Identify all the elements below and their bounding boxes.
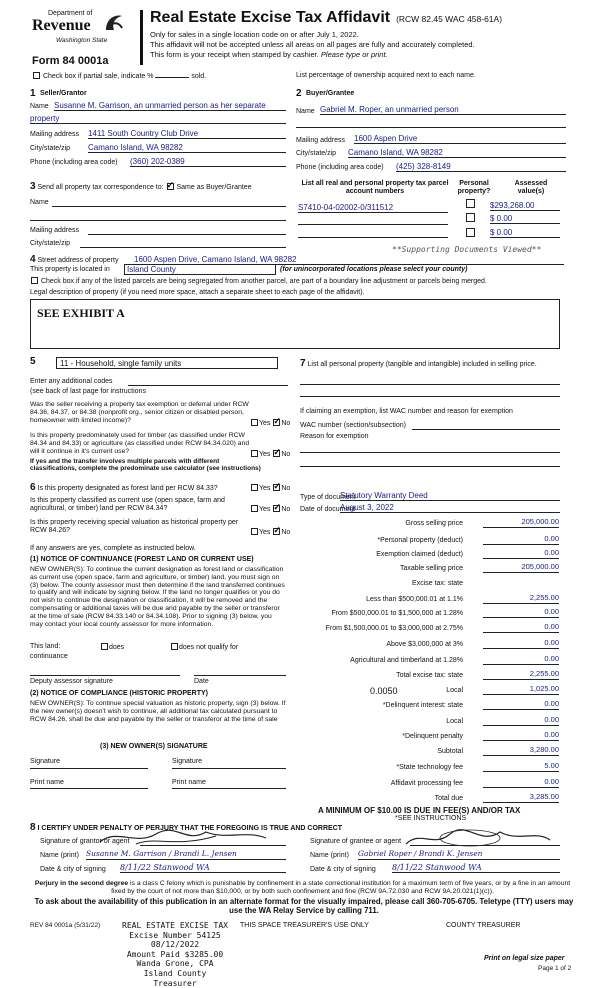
excise-state-label: Excise tax: state — [412, 580, 463, 587]
additional-codes-field[interactable] — [128, 385, 288, 386]
delinquent-interest-label: *Delinquent interest: state — [382, 702, 463, 709]
tier2-value[interactable]: 0.00 — [483, 608, 559, 618]
seller-city-field[interactable]: Camano Island, WA 98282 — [88, 143, 286, 153]
street-row — [30, 254, 118, 266]
corr-address-label: Mailing address — [30, 227, 80, 234]
historic-yes-label: Yes — [259, 529, 271, 536]
seller-phone-label: Phone (including area code) — [30, 159, 118, 166]
located-in-label: This property is located in — [30, 266, 110, 273]
timber-yes-label: Yes — [259, 451, 271, 458]
seller-section-number: 1 — [30, 88, 36, 99]
processing-fee-value[interactable]: 0.00 — [483, 778, 559, 788]
exemption-yes-no — [250, 419, 290, 428]
seller-address-field[interactable]: 1411 South Country Club Drive — [88, 129, 286, 139]
wac-number-label: WAC number (section/subsection) — [300, 422, 406, 429]
buyer-phone-label: Phone (including area code) — [296, 164, 384, 171]
tier2-label: From $500,000.01 to $1,500,000 at 1.28% — [331, 610, 463, 617]
header-subtitle-3 — [150, 51, 388, 60]
grantee-date-field[interactable]: 8/11/22 Stanwood WA — [392, 863, 560, 873]
continuance-label: continuance — [30, 653, 68, 660]
exemption-yes-checkbox[interactable] — [251, 419, 258, 426]
forest-question: Is this property designated as forest land per RCW 84.33? — [37, 485, 218, 492]
owner-print-label-2: Print name — [172, 779, 206, 786]
assessed-value-3[interactable]: $ 0.00 — [490, 228, 560, 238]
doc-type-field[interactable]: Statutory Warranty Deed — [340, 491, 560, 501]
use-section-number: 5 — [30, 356, 36, 367]
current-use-yes-no — [250, 505, 290, 514]
doc-date-label: Date of document — [300, 506, 356, 513]
total-excise-value[interactable]: 2,255.00 — [483, 670, 559, 680]
assessed-value-1[interactable]: $293,268.00 — [490, 201, 560, 211]
parcel-number-1[interactable]: S7410-04-02002-0/311512 — [298, 203, 448, 213]
corr-city-field[interactable] — [80, 247, 286, 248]
s6-instruction: If any answers are yes, complete as instructed below. — [30, 545, 196, 552]
current-use-question: Is this property classified as current use (open space, farm and agricultural, or timber) land per RCW 84.34? — [30, 497, 225, 513]
grantor-name-label: Name (print) — [40, 852, 79, 859]
delinquent-penalty-value[interactable]: 0.00 — [483, 731, 559, 741]
parcel-col-header: List all real and personal property tax parcel account numbers — [301, 180, 449, 196]
ownership-pct-note: List percentage of ownership acquired next to each name. — [296, 72, 476, 79]
see-instructions-note: *SEE INSTRUCTIONS — [395, 815, 467, 822]
dept-label: Department of — [48, 10, 93, 17]
exemption-no-label: No — [281, 420, 291, 427]
personal-property-deduct-value[interactable]: 0.00 — [483, 535, 559, 545]
legal-description-box[interactable] — [30, 299, 560, 349]
new-owner-sig-title: (3) NEW OWNER(S) SIGNATURE — [100, 743, 208, 750]
owner-print-label-1: Print name — [30, 779, 64, 786]
current-use-no-checkbox[interactable] — [273, 505, 280, 512]
forest-row — [30, 482, 218, 494]
personal-property-row — [300, 358, 560, 370]
seller-name-field[interactable]: Susanne M. Garrison, an unmarried person as her separate — [54, 101, 286, 111]
total-due-label: Total due — [434, 795, 463, 802]
buyer-city-label: City/state/zip — [296, 150, 337, 157]
total-due-value[interactable]: 3,285.00 — [483, 793, 559, 803]
header-subtitle-2: This affidavit will not be accepted unless all areas on all pages are fully and accurately completed. — [150, 40, 475, 49]
correspondence-row — [30, 181, 252, 193]
historic-no-label: No — [281, 529, 291, 536]
reason-label: Reason for exemption — [300, 433, 369, 440]
notice-compliance-title: (2) NOTICE OF COMPLIANCE (HISTORIC PROPERTY) — [30, 690, 208, 697]
gross-price-value[interactable]: 205,000.00 — [483, 518, 559, 528]
buyer-name-field[interactable]: Gabriel M. Roper, an unmarried person — [320, 105, 566, 115]
agricultural-value[interactable]: 0.00 — [483, 655, 559, 665]
taxable-price-value[interactable]: 205,000.00 — [483, 563, 559, 573]
personal-property-checkbox-3[interactable] — [466, 228, 475, 237]
county-treasurer-label: COUNTY TREASURER — [446, 922, 521, 929]
forest-yes-no — [250, 484, 290, 493]
deputy-sig-field[interactable] — [30, 675, 180, 676]
corr-name-field[interactable] — [52, 206, 286, 207]
buyer-section-title: Buyer/Grantee — [306, 90, 355, 97]
buyer-address-field[interactable]: 1600 Aspen Drive — [354, 134, 566, 144]
legal-size-note: Print on legal size paper — [484, 955, 565, 962]
stamp-line-2: Excise Number 54125 — [129, 930, 221, 940]
legal-description-label: Legal description of property (if you need more space, attach a separate sheet to each page of the affidavit). — [30, 289, 365, 296]
delinquent-interest-value[interactable]: 0.00 — [483, 700, 559, 710]
reason-field-1[interactable] — [300, 452, 560, 453]
grantor-signature-scribble — [96, 826, 286, 848]
local-tax-label: Local — [446, 687, 463, 694]
segregation-label: Check box if any of the listed parcels are being segregated from another parcel, are part of a boundary line adjustment or parcels being merged. — [40, 278, 487, 285]
parcel-number-2[interactable] — [298, 215, 448, 225]
subtotal-value[interactable]: 3,280.00 — [483, 746, 559, 756]
notice-compliance-text: NEW OWNER(S): To continue special valuation as historic property, sign (3) below. If the new owner(s) doesn't wish to continue, all additional tax calculated pursuant to RCW 84.26, shall be due and payable by the seller or transferor at the time of sale — [30, 700, 286, 723]
delinquent-penalty-label: *Delinquent penalty — [402, 733, 463, 740]
additional-codes-note: (see back of last page for instructions — [30, 388, 146, 395]
street-label: Street address of property — [37, 257, 119, 264]
doc-date-field[interactable]: August 3, 2022 — [340, 503, 560, 513]
personal-property-col-header: Personal property? — [457, 180, 491, 196]
personal-property-label: List all personal property (tangible and intangible) included in selling price. — [307, 361, 537, 368]
local-tax-value[interactable]: 1,025.00 — [483, 685, 559, 695]
historic-question: Is this property receiving special valuation as historical property per RCW 84.26? — [30, 519, 239, 535]
timber-question: Is this property predominately used for timber (as classified under RCW 84.34 and 84.33) or agriculture (as classified under RCW 84.34.020) and will it continue in it's current use? — [30, 432, 250, 455]
legal-description-text: SEE EXHIBIT A — [37, 306, 125, 320]
county-select[interactable]: Island County — [124, 264, 276, 275]
corr-city-label: City/state/zip — [30, 240, 71, 247]
corr-name-field-2[interactable] — [30, 220, 286, 221]
processing-fee-label: Affidavit processing fee — [390, 780, 463, 787]
deputy-sig-label: Deputy assessor signature — [30, 678, 113, 685]
assessed-value-2[interactable]: $ 0.00 — [490, 214, 560, 224]
grantee-sig-label: Signature of grantee or agent — [310, 838, 402, 845]
partial-sale-row — [32, 72, 206, 81]
grantee-name-label: Name (print) — [310, 852, 349, 859]
form-title — [150, 9, 502, 27]
deputy-date-field[interactable] — [194, 675, 286, 676]
exemption-yes-label: Yes — [259, 420, 271, 427]
parcel-number-3[interactable] — [298, 228, 448, 238]
total-excise-label: Total excise tax: state — [396, 672, 463, 679]
historic-no-checkbox[interactable] — [273, 528, 280, 535]
timber-yes-checkbox[interactable] — [251, 450, 258, 457]
revenue-wordmark: Revenue — [32, 17, 91, 34]
grantor-sig-label: Signature of grantor or agent — [40, 838, 130, 845]
perjury-text: is a class C felony which is punishable by confinement in a state correctional institution for a maximum term of five years, or by a fine in an amount fixed by the court of not more than $10,000, or by both such confinement and fine (RCW 9A.72.030 and RCW 9A.20.021(1)(c)). — [111, 880, 571, 895]
seller-section-title: Seller/Grantor — [40, 90, 87, 97]
partial-sale-checkbox[interactable] — [33, 72, 40, 79]
receipt-note: This form is your receipt when stamped by cashier. — [150, 50, 319, 59]
delinquent-local-value[interactable]: 0.00 — [483, 716, 559, 726]
current-use-no-label: No — [281, 506, 291, 513]
exemption-wac-label: If claiming an exemption, list WAC number and reason for exemption — [300, 408, 513, 415]
notice-continuance-text: NEW OWNER(S): To continue the current designation as forest land or classification as current use (open space, farm and agriculture, or timber) land, you must sign on (3) below. The county assessor must then determine if the land transferred continues to qualify and will indicate by signing below. If the land no longer qualifies or you do not wish to continue the designation or classification, it will be removed and the compensating or additional taxes will be due and payable by the seller or transferor at the time of sale (RCW 84.33.140 or 84.34.108). Prior to signing (3) below, you may contact your local county assessor for more information. — [30, 566, 285, 628]
additional-codes-label: Enter any additional codes — [30, 378, 113, 385]
seller-name-label: Name — [30, 103, 49, 110]
forest-yes-checkbox[interactable] — [251, 484, 258, 491]
partial-sale-label: Check box if partial sale, indicate % — [42, 73, 154, 80]
form-number: Form 84 0001a — [32, 55, 109, 67]
wa-state-label: Washington State — [56, 37, 108, 44]
owner-sig-field-1[interactable] — [30, 768, 148, 769]
perjury-bold: Perjury in the second degree — [34, 880, 129, 887]
grantor-name-field[interactable]: Susanne M. Garrison / Brandi L. Jensen — [86, 850, 286, 860]
tier3-value[interactable]: 0.00 — [483, 623, 559, 633]
does-label: does — [109, 644, 125, 651]
stamp-line-5: Wanda Grone, CPA — [136, 959, 214, 969]
wac-number-field[interactable] — [412, 429, 560, 430]
subtotal-label: Subtotal — [437, 748, 463, 755]
buyer-name-label: Name — [296, 108, 315, 115]
s6-number: 6 — [30, 482, 36, 493]
notice-continuance-title: (1) NOTICE OF CONTINUANCE (FOREST LAND OR CURRENT USE) — [30, 556, 254, 563]
minimum-due-note: A MINIMUM OF $10.00 IS DUE IN FEE(S) AND/OR TAX — [318, 806, 521, 815]
tier1-label: Less than $500,000.01 at 1.1% — [366, 596, 463, 603]
revenue-swirl-icon — [102, 12, 124, 34]
owner-sig-label-2: Signature — [172, 758, 202, 765]
stamp-line-4: Amount Paid $3285.00 — [126, 949, 224, 959]
header-divider — [140, 10, 143, 65]
buyer-city-field[interactable]: Camano Island, WA 98282 — [348, 148, 566, 158]
doc-type-label: Type of document — [300, 494, 356, 501]
personal-property-deduct-label: *Personal property (deduct) — [377, 537, 463, 544]
deputy-date-label: Date — [194, 678, 209, 685]
exemption-deduct-value[interactable]: 0.00 — [483, 549, 559, 559]
does-not-checkbox[interactable] — [171, 643, 178, 650]
tier4-label: Above $3,000,000 at 3% — [386, 641, 463, 648]
current-use-yes-label: Yes — [259, 506, 271, 513]
partial-sale-sold-label: sold. — [191, 73, 207, 80]
exemption-question: Was the seller receiving a property tax exemption or deferral under RCW 84.36, 84.37, or 84.38 (nonprofit org., senior citizen or disabled person, homeowner with limited income)? — [30, 401, 249, 424]
segregation-checkbox[interactable] — [31, 277, 38, 284]
corr-name-label: Name — [30, 199, 49, 206]
timber-yes-no — [250, 450, 290, 459]
same-as-buyer-checkbox[interactable] — [167, 183, 174, 190]
grantor-date-field[interactable]: 8/11/22 Stanwood WA — [120, 863, 286, 873]
forest-no-checkbox[interactable] — [273, 484, 280, 491]
tech-fee-label: *State technology fee — [396, 764, 463, 771]
seller-name-field-2[interactable]: property — [30, 114, 286, 124]
taxable-price-label: Taxable selling price — [399, 565, 463, 572]
stamp-line-6: Island County Treasurer — [143, 968, 207, 988]
stamp-line-3: 08/12/2022 — [150, 940, 200, 950]
seller-city-label: City/state/zip — [30, 145, 71, 152]
does-not-label: does not qualify for — [179, 644, 239, 651]
timber-no-label: No — [281, 451, 291, 458]
exemption-deduct-label: Exemption claimed (deduct) — [376, 551, 463, 558]
corr-label: Send all property tax correspondence to: — [37, 184, 164, 191]
this-land-label: This land: — [30, 643, 61, 650]
tier1-value[interactable]: 2,255.00 — [483, 594, 559, 604]
perjury-notice — [30, 880, 575, 896]
street-section-number: 4 — [30, 254, 36, 265]
form-title-text: Real Estate Excise Tax Affidavit — [150, 9, 391, 26]
partial-sale-pct-field[interactable] — [155, 77, 189, 78]
personal-property-checkbox-2[interactable] — [466, 213, 475, 222]
tech-fee-value[interactable]: 5.00 — [483, 762, 559, 772]
timber-note: If yes and the transfer involves multiple parcels with different classifications, complete the predominate use calculator (see instructions) — [30, 458, 261, 473]
owner-sig-field-2[interactable] — [172, 768, 286, 769]
timber-no-checkbox[interactable] — [273, 450, 280, 457]
exemption-no-checkbox[interactable] — [273, 419, 280, 426]
buyer-address-label: Mailing address — [296, 137, 346, 144]
s8-number: 8 — [30, 822, 36, 833]
dor-logo — [30, 10, 130, 54]
segregation-row — [30, 277, 487, 286]
owner-print-field-2[interactable] — [172, 788, 286, 789]
rev-number: REV 84 0001a (5/31/22) — [30, 922, 101, 929]
buyer-name-field-2[interactable] — [296, 127, 566, 128]
personal-property-field-2[interactable] — [300, 396, 560, 397]
corr-address-field[interactable] — [88, 234, 286, 235]
certify-title: I CERTIFY UNDER PENALTY OF PERJURY THAT THE FOREGOING IS TRUE AND CORRECT — [37, 825, 343, 832]
local-rate: 0.0050 — [370, 686, 398, 696]
owner-sig-label-1: Signature — [30, 758, 60, 765]
historic-yes-checkbox[interactable] — [251, 528, 258, 535]
street-address-field[interactable]: 1600 Aspen Drive, Camano Island, WA 98282 — [134, 255, 564, 265]
tier4-value[interactable]: 0.00 — [483, 639, 559, 649]
does-option — [100, 643, 124, 652]
owner-print-field-1[interactable] — [30, 788, 148, 789]
form-title-ref: (RCW 82.45 WAC 458-61A) — [396, 14, 503, 24]
does-checkbox[interactable] — [101, 643, 108, 650]
type-or-print-note: Please type or print. — [320, 50, 388, 59]
stamp-line-1: REAL ESTATE EXCISE TAX — [122, 921, 228, 930]
forest-yes-label: Yes — [259, 485, 271, 492]
page-number: Page 1 of 2 — [538, 965, 572, 972]
county-note: (for unincorporated locations please select your county) — [280, 266, 468, 273]
corr-section-number: 3 — [30, 181, 36, 192]
alt-format-notice: To ask about the availability of this publication in an alternate format for the visually impaired, please call 360-705-6705. Teletype (TTY) users may use the WA Relay Service by calling 711. — [34, 897, 574, 915]
supporting-docs-note: **Supporting Documents Viewed** — [392, 245, 542, 254]
tier3-label: From $1,500,000.01 to $3,000,000 at 2.75% — [325, 625, 463, 632]
does-not-option — [170, 643, 238, 652]
personal-property-checkbox-1[interactable] — [466, 199, 475, 208]
assessed-value-col-header: Assessed value(s) — [514, 180, 548, 196]
header-subtitle-1: Only for sales in a single location code on or after July 1, 2022. — [150, 30, 359, 39]
treasurer-use-label: THIS SPACE TREASURER'S USE ONLY — [240, 922, 369, 929]
seller-phone-field[interactable]: (360) 202-0389 — [130, 157, 286, 167]
grantee-date-label: Date & city of signing — [310, 866, 376, 873]
reason-field-2[interactable] — [300, 466, 560, 467]
buyer-phone-field[interactable]: (425) 328-8149 — [396, 162, 566, 172]
personal-property-field-1[interactable] — [300, 384, 560, 385]
forest-no-label: No — [281, 485, 291, 492]
historic-yes-no — [250, 528, 290, 537]
s7-number: 7 — [300, 358, 306, 369]
current-use-yes-checkbox[interactable] — [251, 505, 258, 512]
grantee-signature-scribble — [400, 826, 560, 850]
gross-price-label: Gross selling price — [405, 520, 463, 527]
delinquent-local-label: Local — [446, 718, 463, 725]
use-code-select[interactable]: 11 - Household, single family units — [56, 357, 278, 369]
grantee-name-field[interactable]: Gabriel Roper / Brandi K. Jensen — [358, 850, 560, 860]
agricultural-label: Agricultural and timberland at 1.28% — [350, 657, 463, 664]
treasurer-stamp — [120, 921, 230, 988]
same-as-buyer-label: Same as Buyer/Grantee — [176, 184, 252, 191]
seller-address-label: Mailing address — [30, 131, 80, 138]
buyer-section-number: 2 — [296, 88, 302, 99]
grantor-date-label: Date & city of signing — [40, 866, 106, 873]
